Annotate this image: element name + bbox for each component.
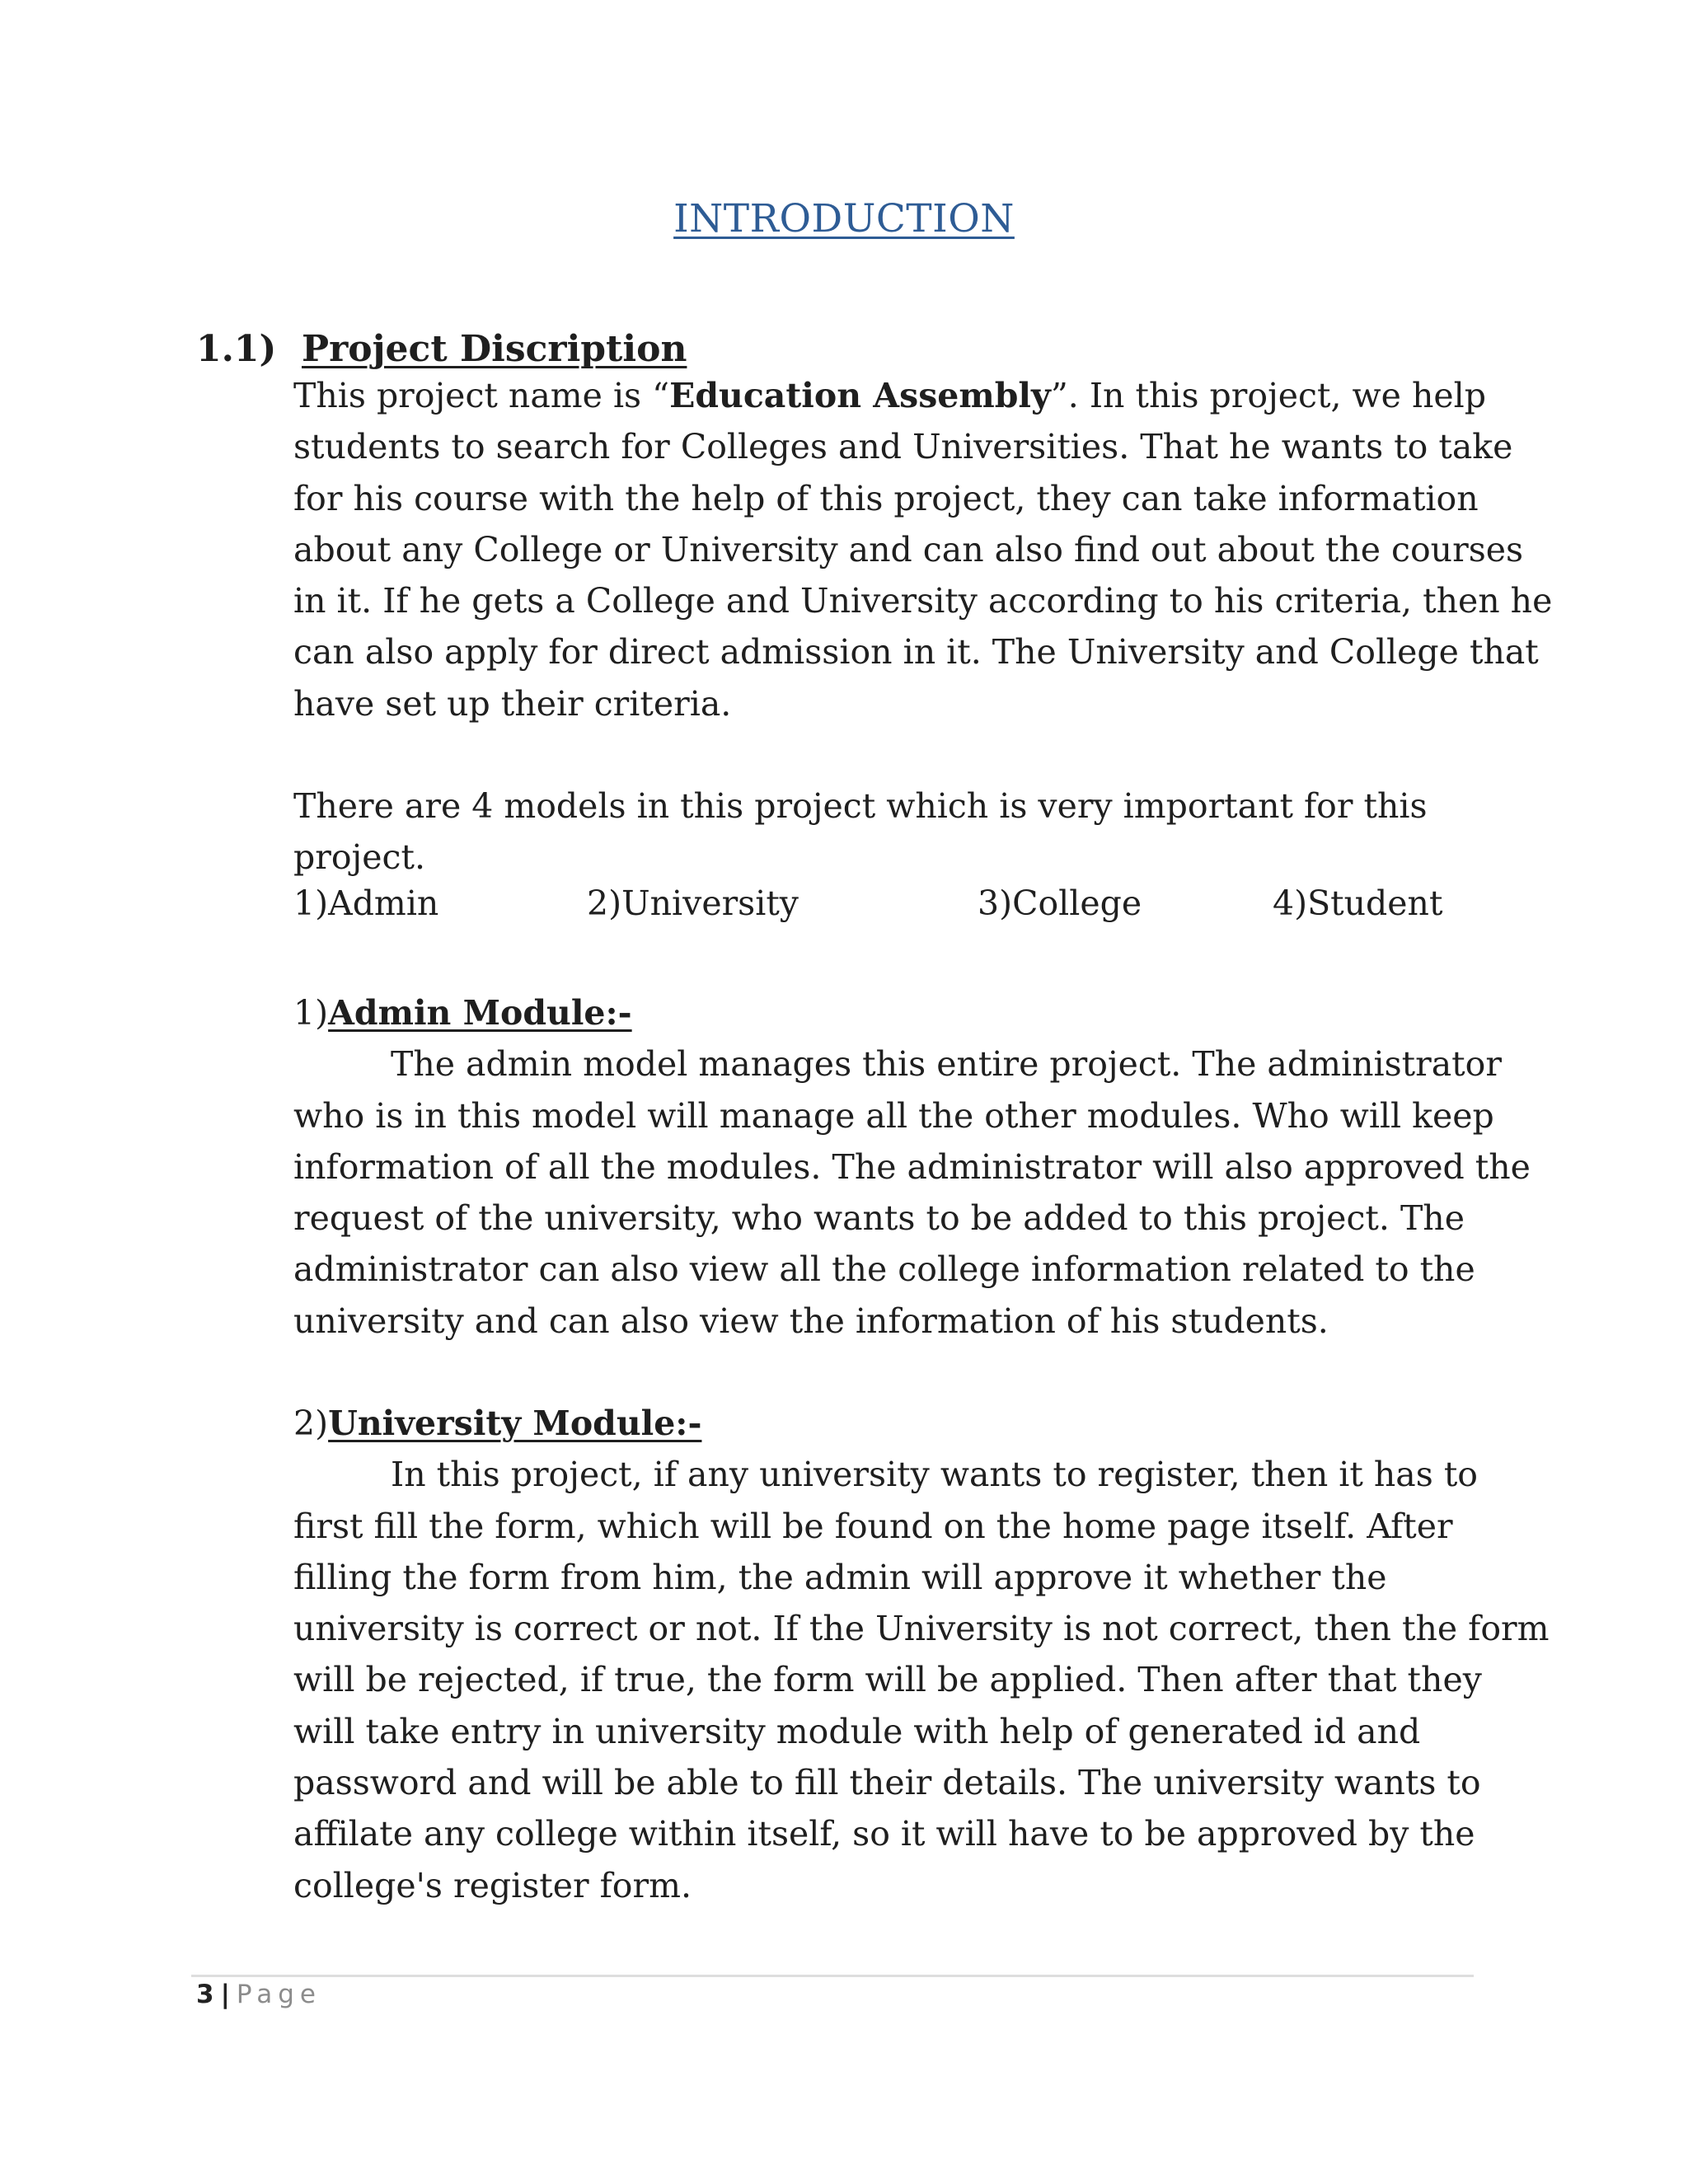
- models-intro-line: project.: [293, 837, 425, 878]
- page-label: Page: [236, 1980, 321, 2009]
- university-module-line: first fill the form, which will be found on the home page itself. After: [293, 1506, 1453, 1546]
- admin-module-line: request of the university, who wants to be added to this project. The: [293, 1198, 1465, 1239]
- admin-module-line: who is in this model will manage all the other modules. Who will keep: [293, 1095, 1494, 1136]
- university-module-line: will be rejected, if true, the form will be applied. Then after that they: [293, 1660, 1482, 1700]
- university-module: [293, 1398, 1550, 1911]
- admin-module-heading: 1)Admin Module:-: [293, 993, 632, 1033]
- model-item-university: 2)University: [587, 883, 799, 923]
- model-item-college: 3)College: [978, 883, 1142, 923]
- university-module-heading: 2)University Module:-: [293, 1404, 702, 1443]
- university-module-line: filling the form from him, the admin will approve it whether the: [293, 1557, 1387, 1597]
- description-line: students to search for Colleges and Universities. That he wants to take: [293, 427, 1513, 467]
- admin-module-line: university and can also view the information of his students.: [293, 1301, 1329, 1341]
- description-line: can also apply for direct admission in it. The University and College that: [293, 632, 1539, 673]
- page-number: 3: [196, 1980, 214, 2009]
- university-module-line: password and will be able to fill their details. The university wants to: [293, 1763, 1481, 1803]
- models-intro-line: There are 4 models in this project which is very important for this: [293, 786, 1428, 826]
- footer-separator: |: [220, 1980, 230, 2009]
- description-line: for his course with the help of this project, they can take information: [293, 478, 1479, 518]
- section-heading: [196, 328, 687, 370]
- description-line: have set up their criteria.: [293, 683, 732, 724]
- university-module-line: will take entry in university module with help of generated id and: [293, 1711, 1421, 1751]
- university-module-line: affilate any college within itself, so it will have to be approved by the: [293, 1814, 1475, 1854]
- admin-module: [293, 987, 1531, 1347]
- page-title: INTRODUCTION: [673, 196, 1015, 241]
- footer-divider: [191, 1975, 1474, 1977]
- description-line: about any College or University and can also find out about the courses: [293, 529, 1524, 569]
- admin-module-line: administrator can also view all the college information related to the: [293, 1249, 1475, 1290]
- admin-module-line: information of all the modules. The administrator will also approved the: [293, 1146, 1531, 1187]
- description-line: This project name is “Education Assembly”. In this project, we help: [293, 376, 1486, 415]
- section-title: Project Discription: [302, 328, 687, 370]
- admin-module-line: The admin model manages this entire project. The administrator: [391, 1044, 1502, 1085]
- university-module-line: university is correct or not. If the University is not correct, then the form: [293, 1609, 1550, 1649]
- description-line: in it. If he gets a College and University according to his criteria, then he: [293, 581, 1553, 621]
- section-number: 1.1): [196, 328, 277, 370]
- university-module-line: college's register form.: [293, 1865, 692, 1905]
- model-item-student: 4)Student: [1273, 883, 1443, 923]
- models-intro: [293, 780, 1480, 883]
- project-name: Education Assembly: [669, 376, 1051, 415]
- description-paragraph: [293, 370, 1553, 729]
- model-item-admin: 1)Admin: [293, 883, 439, 923]
- page-footer: [196, 1980, 321, 2009]
- university-module-line: In this project, if any university wants to register, then it has to: [391, 1455, 1478, 1495]
